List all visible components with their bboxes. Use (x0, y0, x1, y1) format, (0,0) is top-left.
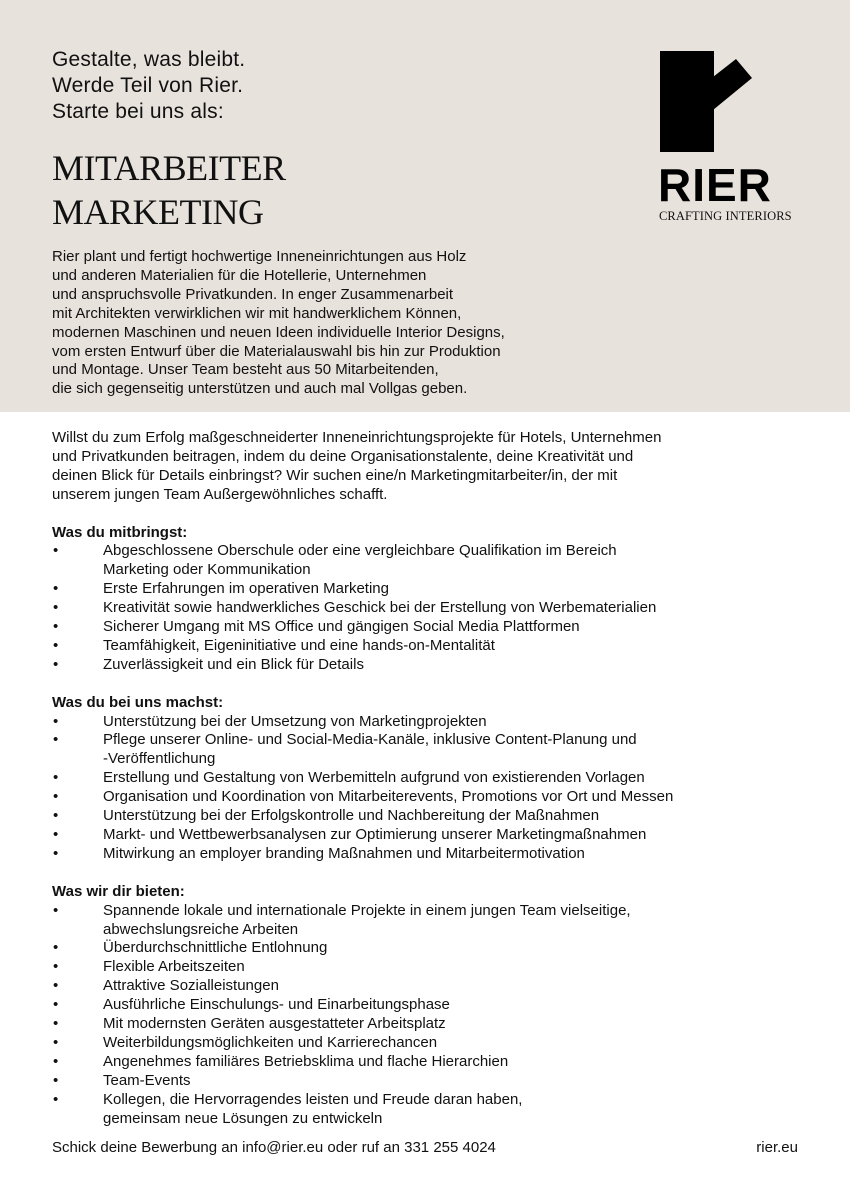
lead-line: Willst du zum Erfolg maßgeschneiderter Inneneinrichtungsprojekte für Hotels, Unternehmen (52, 429, 662, 446)
bullet-icon: • (53, 618, 59, 636)
job-title-line: MITARBEITER (52, 148, 286, 188)
list-item (52, 939, 812, 958)
list-item (52, 1091, 812, 1129)
logo-subtitle: CRAFTING INTERIORS (659, 209, 792, 223)
list-item-text: Kreativität sowie handwerkliches Geschick bei der Erstellung von Werbematerialien (103, 599, 657, 617)
bullet-icon: • (53, 1052, 59, 1070)
intro-line: die sich gegenseitig unterstützen und auch mal Vollgas geben. (52, 380, 468, 398)
bullet-icon: • (53, 542, 59, 560)
lead-paragraph (52, 429, 812, 505)
intro-line: mit Architekten verwirklichen wir mit handwerklichem Können, (52, 304, 462, 322)
bullet-icon: • (53, 826, 59, 843)
list-item (52, 769, 812, 788)
list-item (52, 1034, 812, 1053)
list-item-text: Mitwirkung an employer branding Maßnahmen und Mitarbeitermotivation (103, 844, 585, 862)
bullet-icon: • (53, 788, 59, 806)
list-item-text: Pflege unserer Online- und Social-Media-Kanäle, inklusive Content-Planung und (103, 731, 637, 749)
section-title: Was du bei uns machst: (52, 693, 224, 711)
bullet-icon: • (53, 580, 59, 598)
list-item-text: Unterstützung bei der Erfolgskontrolle und Nachbereitung der Maßnahmen (103, 807, 600, 825)
website-link[interactable]: rier.eu (756, 1139, 798, 1156)
tagline (52, 47, 245, 125)
company-intro (52, 248, 505, 399)
bullet-icon: • (53, 901, 59, 919)
list-item-text: Attraktive Sozialleistungen (103, 977, 279, 995)
lead-line: und Privatkunden beitragen, indem du deine Organisationstalente, deine Kreativität und (52, 447, 634, 465)
list-item (52, 637, 812, 656)
tagline-line: Gestalte, was bleibt. (52, 48, 246, 71)
list-item-text: Zuverlässigkeit und ein Blick für Details (103, 655, 364, 673)
bullet-icon: • (53, 731, 59, 749)
bullet-icon: • (53, 769, 59, 787)
list-item-text: Marketing oder Kommunikation (103, 561, 311, 579)
intro-line: und anderen Materialien für die Hotellerie, Unternehmen (52, 266, 427, 284)
bullet-list (52, 542, 812, 674)
list-item (52, 958, 812, 977)
lead-line: unserem jungen Team Außergewöhnliches schafft. (52, 485, 388, 503)
section-title: Was du mitbringst: (52, 523, 188, 541)
bullet-list (52, 713, 812, 864)
bullet-list (52, 902, 812, 1129)
bullet-icon: • (53, 1033, 59, 1051)
footer-contact (52, 1138, 496, 1157)
lead-line: deinen Blick für Details einbringst? Wir suchen eine/n Marketingmitarbeiter/in, der mit (52, 466, 618, 484)
list-item-text: Überdurchschnittliche Entlohnung (103, 939, 328, 957)
contact-prefix: Schick deine Bewerbung an (52, 1139, 243, 1156)
tagline-line: Werde Teil von Rier. (52, 74, 244, 97)
list-item (52, 845, 812, 864)
list-item (52, 977, 812, 996)
sections (52, 524, 812, 1129)
list-item-text: Organisation und Koordination von Mitarbeiterevents, Promotions vor Ort und Messen (103, 788, 674, 806)
list-item (52, 996, 812, 1015)
list-item (52, 1053, 812, 1072)
list-item-text: Kollegen, die Hervorragendes leisten und Freude daran haben, (103, 1090, 523, 1108)
bullet-icon: • (53, 996, 59, 1014)
bullet-icon: • (53, 712, 59, 730)
list-item-text: Angenehmes familiäres Betriebsklima und flache Hierarchien (103, 1052, 509, 1070)
list-item (52, 1015, 812, 1034)
bullet-icon: • (53, 939, 59, 957)
contact-middle: oder ruf an (323, 1139, 405, 1156)
list-item (52, 1072, 812, 1091)
list-item (52, 902, 812, 940)
list-item-text: abwechslungsreiche Arbeiten (103, 920, 299, 938)
bullet-icon: • (53, 655, 59, 673)
list-item (52, 542, 812, 580)
intro-line: und anspruchsvolle Privatkunden. In enger Zusammenarbeit (52, 285, 454, 303)
intro-line: Rier plant und fertigt hochwertige Inneneinrichtungen aus Holz (52, 248, 467, 265)
intro-line: modernen Maschinen und neuen Ideen individuelle Interior Designs, (52, 323, 505, 341)
email-link[interactable]: info@rier.eu (242, 1139, 324, 1156)
list-item-text: Ausführliche Einschulungs- und Einarbeitungsphase (103, 996, 450, 1014)
bullet-icon: • (53, 807, 59, 825)
intro-line: und Montage. Unser Team besteht aus 50 Mitarbeitenden, (52, 361, 439, 379)
list-item-text: Erstellung und Gestaltung von Werbemitteln aufgrund von existierenden Vorlagen (103, 769, 645, 787)
bullet-icon: • (53, 1090, 59, 1108)
section (52, 524, 812, 675)
header-banner (0, 0, 850, 412)
logo-wordmark: RIER (658, 159, 772, 211)
section (52, 883, 812, 1129)
list-item-text: Markt- und Wettbewerbsanalysen zur Optimierung unserer Marketingmaßnahmen (103, 826, 647, 843)
bullet-icon: • (53, 958, 59, 976)
list-item-text: Mit modernsten Geräten ausgestatteter Arbeitsplatz (103, 1015, 446, 1033)
list-item-text: Flexible Arbeitszeiten (103, 958, 245, 976)
section (52, 694, 812, 864)
bullet-icon: • (53, 844, 59, 862)
bullet-icon: • (53, 1015, 59, 1033)
list-item-text: Weiterbildungsmöglichkeiten und Karrierechancen (103, 1033, 438, 1051)
job-title-line: MARKETING (52, 192, 264, 232)
list-item-text: Unterstützung bei der Umsetzung von Marketingprojekten (103, 712, 487, 730)
list-item-text: Spannende lokale und internationale Projekte in einem jungen Team vielseitige, (103, 901, 631, 919)
list-item (52, 656, 812, 675)
list-item-text: Erste Erfahrungen im operativen Marketing (103, 580, 389, 598)
list-item (52, 713, 812, 732)
tagline-line: Starte bei uns als: (52, 100, 224, 123)
list-item (52, 826, 812, 845)
list-item-text: gemeinsam neue Lösungen zu entwickeln (103, 1109, 383, 1127)
list-item-text: -Veröffentlichung (103, 750, 216, 768)
list-item (52, 731, 812, 769)
list-item (52, 788, 812, 807)
bullet-icon: • (53, 1071, 59, 1089)
phone-link[interactable]: 331 255 4024 (404, 1139, 496, 1156)
list-item-text: Teamfähigkeit, Eigeninitiative und eine hands-on-Mentalität (103, 636, 495, 654)
bullet-icon: • (53, 599, 59, 617)
section-title: Was wir dir bieten: (52, 882, 185, 900)
job-description (52, 429, 812, 1128)
list-item (52, 618, 812, 637)
list-item-text: Team-Events (103, 1071, 191, 1089)
list-item (52, 580, 812, 599)
job-title (52, 146, 286, 234)
list-item (52, 599, 812, 618)
bullet-icon: • (53, 636, 59, 654)
bullet-icon: • (53, 977, 59, 995)
intro-line: vom ersten Entwurf über die Materialauswahl bis hin zur Produktion (52, 342, 501, 360)
list-item-text: Abgeschlossene Oberschule oder eine vergleichbare Qualifikation im Bereich (103, 542, 617, 560)
list-item (52, 807, 812, 826)
list-item-text: Sicherer Umgang mit MS Office und gängigen Social Media Plattformen (103, 618, 580, 636)
